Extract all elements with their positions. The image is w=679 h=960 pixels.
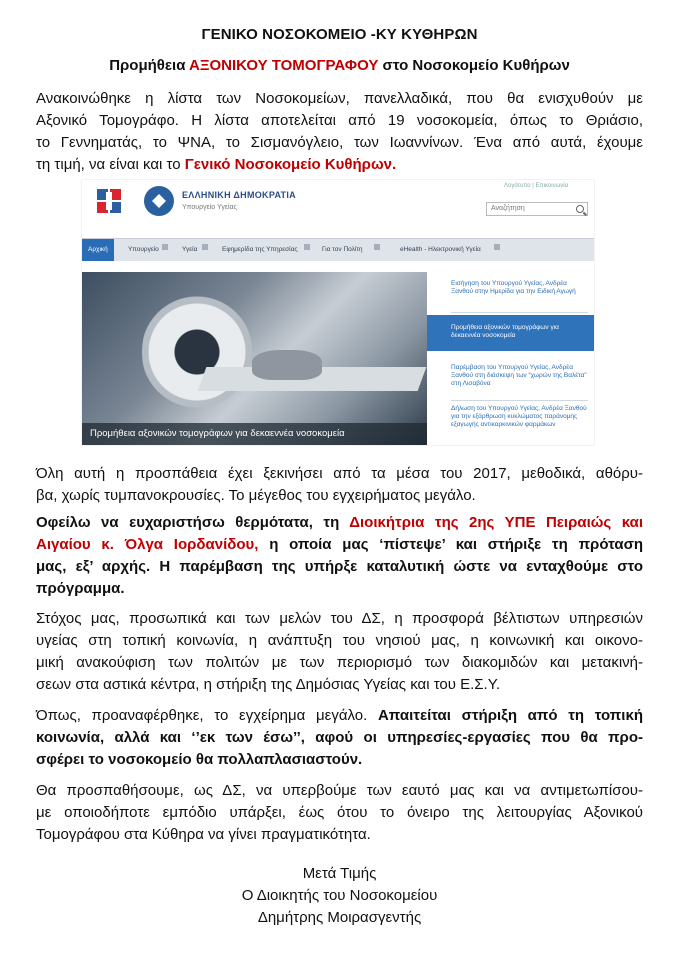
website-nav-bar [82,238,594,261]
ct-scanner-gantry [142,287,252,417]
text-line: σεων στα αστικά κέντρα, η στήριξη της Δημόσιας Υγείας και του Ε.Σ.Υ. [36,676,500,693]
text-line: Στόχος μας, προσωπικά και των μελών του ΔΣ, η προσφορά βέλτιστων υπηρεσιών [36,610,643,627]
text-line: βα, χωρίς τυμπανοκρουσίες. Το μέγεθος του εγχειρήματος μεγάλο. [36,487,476,504]
news-list [427,272,594,445]
search-icon[interactable] [576,205,584,213]
news-item[interactable]: Παρέμβαση του Υπουργού Υγείας, Ανδρέα Ξανθού στη διάσκεψη των “χωρών της Βαλέτα” στη Λισαβόνα [451,364,587,387]
paragraph-goals [36,608,643,696]
text-line [36,154,643,176]
text-line [36,534,643,556]
paragraph-thanks [36,512,643,600]
text-line: Όλη αυτή η προσπάθεια έχει ξεκινήσει από τα μέσα του 2017, μεθοδικά, αθόρυ- [36,465,643,482]
news-item[interactable]: Εισήγηση του Υπουργού Υγείας, Ανδρέα Ξανθού στην Ημερίδα για την Ειδική Αγωγή [451,280,576,295]
hero-caption: Προμήθεια αξονικών τομογράφων για δεκαεννέα νοσοκομεία [82,423,427,445]
text-run: τη τιμή, να είναι και το [36,156,185,173]
chevron-down-icon [374,244,380,250]
nav-item-gazette[interactable]: Εφημερίδα της Υπηρεσίας [222,246,298,253]
patient-figure [252,350,322,380]
chevron-down-icon [162,244,168,250]
website-top-links[interactable]: Λογότυπο | Επικοινωνία [504,183,569,189]
news-item-active[interactable]: Προμήθεια αξονικών τομογράφων για δεκαεννέα νοσοκομεία [427,315,594,351]
text-run: η οποία μας ‘πίστεψε’ και στήριξε τη πρόταση [258,536,643,553]
text-line: το Γεννηματάς, το ΨΝΑ, το Σισμανόγλειο, των Ιωαννίνων. Ένα από αυτά, έχουμε [36,134,643,151]
text-line [36,512,643,534]
nav-item-health[interactable]: Υγεία [182,246,198,253]
paragraph-closing [36,780,643,846]
text-line: με οποιοδήποτε εμπόδιο υπάρξει, έως ότου το όνειρο της λειτουργίας Αξονικού [36,804,643,821]
text-run: Οφείλω να ευχαριστήσω θερμότατα, τη [36,514,350,531]
health-logo-icon [94,186,124,216]
greek-emblem-icon [144,186,174,216]
website-header [82,180,594,232]
nav-item-ehealth[interactable]: eHealth - Ηλεκτρονική Υγεία [400,246,481,253]
paragraph-effort [36,463,643,507]
news-divider [451,400,588,401]
nav-item-ministry[interactable]: Υπουργείο [128,246,159,253]
text-line: κοινωνία, αλλά και ‘’εκ των έσω’’, αφού οι υπηρεσίες-εργασίες που θα προ- [36,729,643,746]
chevron-down-icon [202,244,208,250]
text-line: Ανακοινώθηκε η λίστα των Νοσοκομείων, πανελλαδικά, που θα ενισχυθούν με [36,90,643,107]
text-line: μας, εξ’ αρχής. Η παρέμβαση της υπήρξε καταλυτική ώστε να ενταχθούμε στο [36,558,643,575]
text-run-bold: Απαιτείται στήριξη από τη τοπική [377,707,643,724]
subtitle-pre: Προμήθεια [109,57,190,74]
chevron-down-icon [494,244,500,250]
text-line: μική ανακούφιση των πολιτών με των περιορισμό των διακομιδών και μετακινή- [36,654,643,671]
subtitle-highlight: ΑΞΟΝΙΚΟΥ ΤΟΜΟΓΡΑΦΟΥ [189,57,379,74]
signature-closing: Μετά Τιμής [302,865,377,882]
news-item[interactable]: Δήλωση του Υπουργού Υγείας, Ανδρέα Ξανθού για την εξάρθρωση κυκλώματος παράνομης εξαγωγής αντικαρκινικών φαρμάκων [451,405,587,428]
search-placeholder: Αναζήτηση [491,205,525,212]
text-run: Όπως, προαναφέρθηκε, το εγχείρημα μεγάλο. [36,707,378,724]
paragraph-announcement [36,88,643,176]
nav-item-home[interactable]: Αρχική [82,239,114,261]
text-line: Τομογράφου στα Κύθηρα να γίνει πραγματικότητα. [36,826,371,843]
ministry-website-screenshot [82,180,594,445]
website-ministry-name: Υπουργείο Υγείας [182,204,237,211]
text-line: Αξονικό Τομογράφο. Η λίστα αποτελείται από 19 νοσοκομεία, όπως το Θριάσιο, [36,112,643,129]
nav-item-citizen[interactable]: Για τον Πολίτη [322,246,363,253]
website-search-input[interactable] [486,202,588,216]
text-line [36,705,643,727]
text-line: Θα προσπαθήσουμε, ως ΔΣ, να υπερβούμε των εαυτό μας και να αντιμετωπίσου- [36,782,643,799]
signature-title: Ο Διοικητής του Νοσοκομείου [241,887,438,904]
hospital-name-highlight: Γενικό Νοσοκομείο Κυθήρων. [184,156,397,173]
document-subtitle [0,57,679,74]
text-line: σφέρει το νοσοκομείο θα πολλαπλασιαστούν. [36,751,363,768]
website-org-name: ΕΛΛΗΝΙΚΗ ΔΗΜΟΚΡΑΤΙΑ [182,190,296,200]
text-line: πρόγραμμα. [36,580,125,597]
text-line: υγείας στη τοπική κοινωνία, η ανάπτυξη του νησιού μας, η κοινωνική και οικονο- [36,632,643,649]
chevron-down-icon [304,244,310,250]
director-name-highlight: Αιγαίου κ. Όλγα Ιορδανίδου, [36,536,259,553]
news-divider [451,312,588,313]
hero-image-ct-scanner[interactable] [82,272,427,445]
signature-name: Δημήτρης Μοιρασγεντής [257,909,422,926]
paragraph-support [36,705,643,771]
document-title: ΓΕΝΙΚΟ ΝΟΣΟΚΟΜΕΙΟ -ΚΥ ΚΥΘΗΡΩΝ [201,26,478,43]
subtitle-post: στο Νοσοκομείο Κυθήρων [378,57,570,74]
director-highlight: Διοικήτρια της 2ης ΥΠΕ Πειραιώς και [349,514,643,531]
